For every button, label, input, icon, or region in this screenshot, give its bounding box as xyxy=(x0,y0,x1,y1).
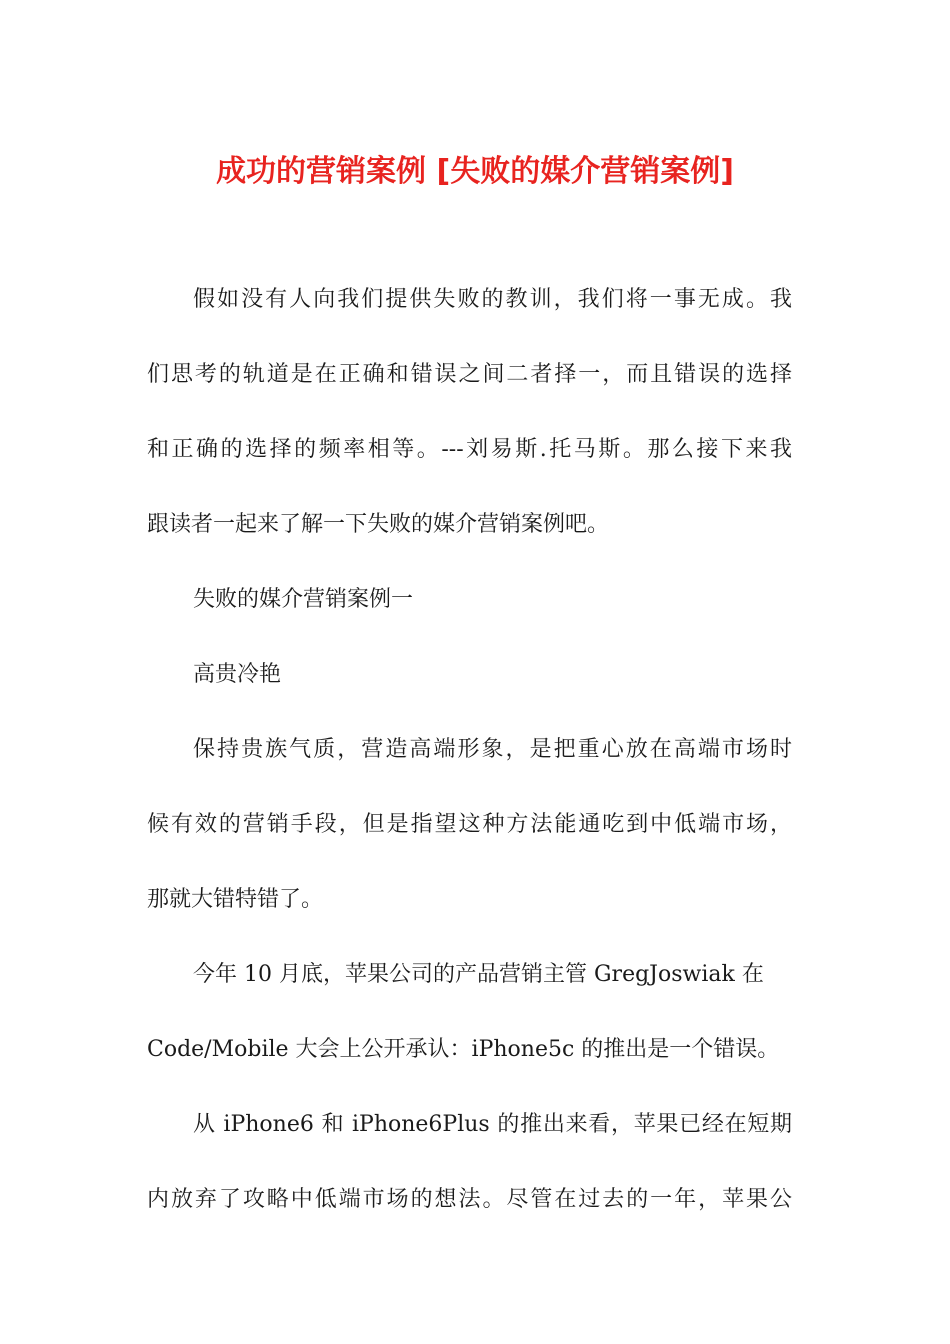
text-line: 内放弃了攻略中低端市场的想法。尽管在过去的一年，苹果公 xyxy=(147,1187,792,1212)
text-line: 那就大错特错了。 xyxy=(147,887,324,912)
document-body xyxy=(147,262,792,1237)
text-line: 们思考的轨道是在正确和错误之间二者择一，而且错误的选择 xyxy=(147,362,792,387)
text-line: 今年 10 月底，苹果公司的产品营销主管 GregJoswiak 在 xyxy=(193,962,764,987)
text-line: 保持贵族气质，营造高端形象，是把重心放在高端市场时 xyxy=(193,737,792,762)
text-line: 候有效的营销手段，但是指望这种方法能通吃到中低端市场， xyxy=(147,812,792,837)
text-line: 高贵冷艳 xyxy=(193,662,282,687)
text-line: 和正确的选择的频率相等。---刘易斯.托马斯。那么接下来我 xyxy=(147,437,792,462)
text-line: 跟读者一起来了解一下失败的媒介营销案例吧。 xyxy=(147,512,610,537)
text-line: 从 iPhone6 和 iPhone6Plus 的推出来看，苹果已经在短期 xyxy=(193,1112,792,1137)
text-line: 失败的媒介营销案例一 xyxy=(193,587,414,612)
text-line: 假如没有人向我们提供失败的教训，我们将一事无成。我 xyxy=(193,287,792,312)
document-title: 成功的营销案例 [失败的媒介营销案例] xyxy=(216,154,734,189)
text-line: Code/Mobile 大会上公开承认：iPhone5c 的推出是一个错误。 xyxy=(147,1037,780,1062)
